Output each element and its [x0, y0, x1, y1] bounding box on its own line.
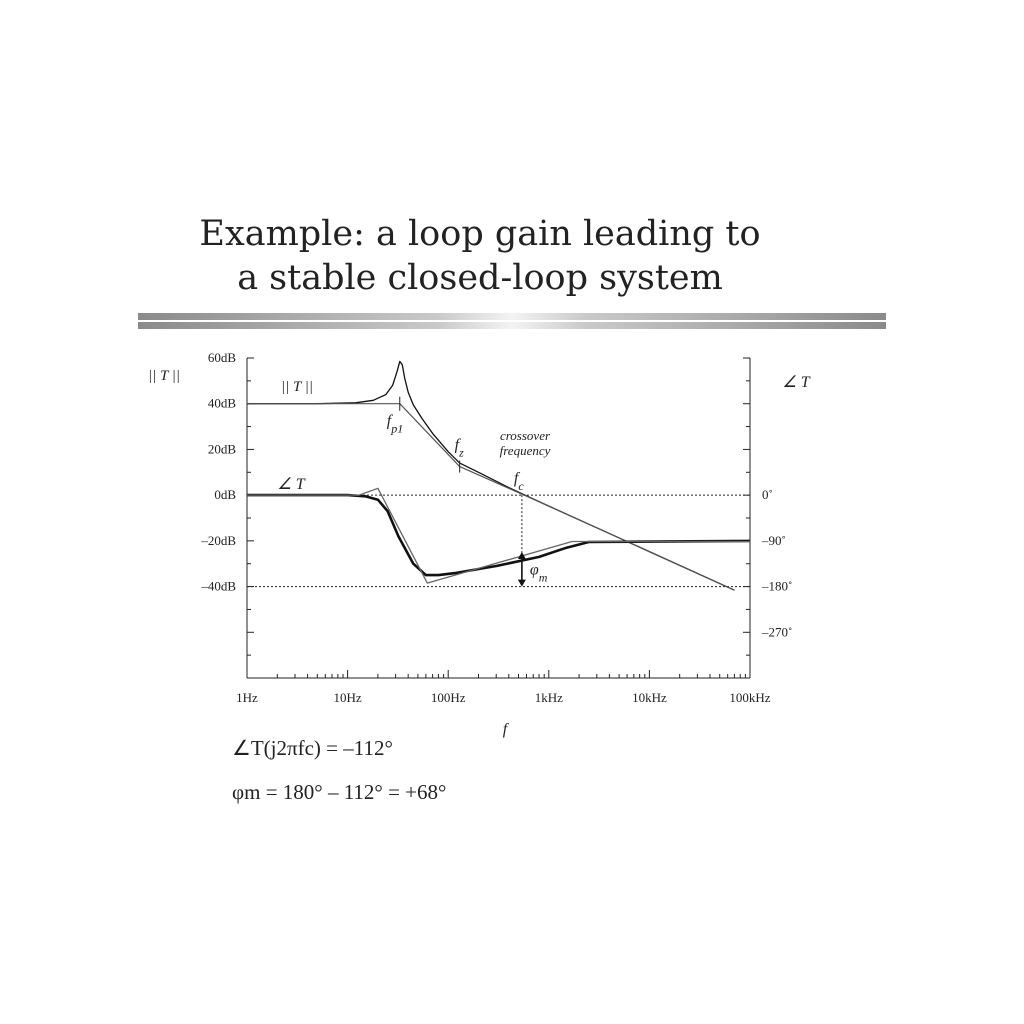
- crossover-marker-label: $f_c$: [513, 470, 524, 494]
- x-tick-label: 100Hz: [430, 690, 466, 705]
- magnitude-curve-label: || T ||: [280, 379, 314, 395]
- x-tick-label: 10Hz: [333, 690, 362, 705]
- magnitude-exact-curve: [247, 361, 734, 590]
- right-axis-title: ∠ T: [782, 374, 810, 391]
- phase-margin-equation: φm = 180° – 112° = +68°: [232, 780, 447, 804]
- magnitude-asymptote-line: [247, 404, 734, 591]
- axes: [247, 358, 750, 678]
- phase-asymptote-line: [247, 488, 750, 583]
- left-axis-title: || T ||: [147, 368, 181, 384]
- left-tick-label: 40dB: [207, 395, 236, 411]
- left-tick-label: –40dB: [201, 578, 236, 594]
- x-axis-title: f: [502, 721, 508, 738]
- crossover-annotation-line-2: frequency: [499, 443, 551, 458]
- right-tick-label: –270˚: [762, 624, 793, 640]
- zero-marker-label: $f_z$: [454, 436, 464, 460]
- pole-marker-label: $f_{p1}$: [386, 412, 404, 436]
- x-tick-label: 100kHz: [729, 690, 771, 705]
- left-tick-label: 20dB: [207, 441, 236, 457]
- curves: [247, 361, 750, 590]
- slide-title-line-2: a stable closed-loop system: [237, 258, 723, 298]
- phase-curve-label: ∠ T: [277, 476, 305, 493]
- phase-at-crossover-equation: ∠T(j2πfc) = –112°: [232, 736, 393, 760]
- x-tick-label: 1kHz: [534, 690, 563, 705]
- right-tick-label: –180˚: [762, 578, 793, 594]
- right-tick-label: 0˚: [762, 487, 773, 503]
- slide-title-line-1: Example: a loop gain leading to: [199, 214, 761, 254]
- x-tick-label: 1Hz: [236, 690, 258, 705]
- phase-margin-label: $\varphi_m$: [529, 561, 548, 585]
- left-tick-label: –20dB: [201, 532, 236, 548]
- left-tick-label: 60dB: [207, 350, 236, 365]
- phase-margin-arrowhead-down: [518, 580, 526, 587]
- right-tick-label: –90˚: [762, 532, 786, 548]
- crossover-annotation-line-1: crossover: [499, 428, 551, 443]
- x-tick-label: 10kHz: [632, 690, 667, 705]
- left-tick-label: 0dB: [214, 487, 236, 503]
